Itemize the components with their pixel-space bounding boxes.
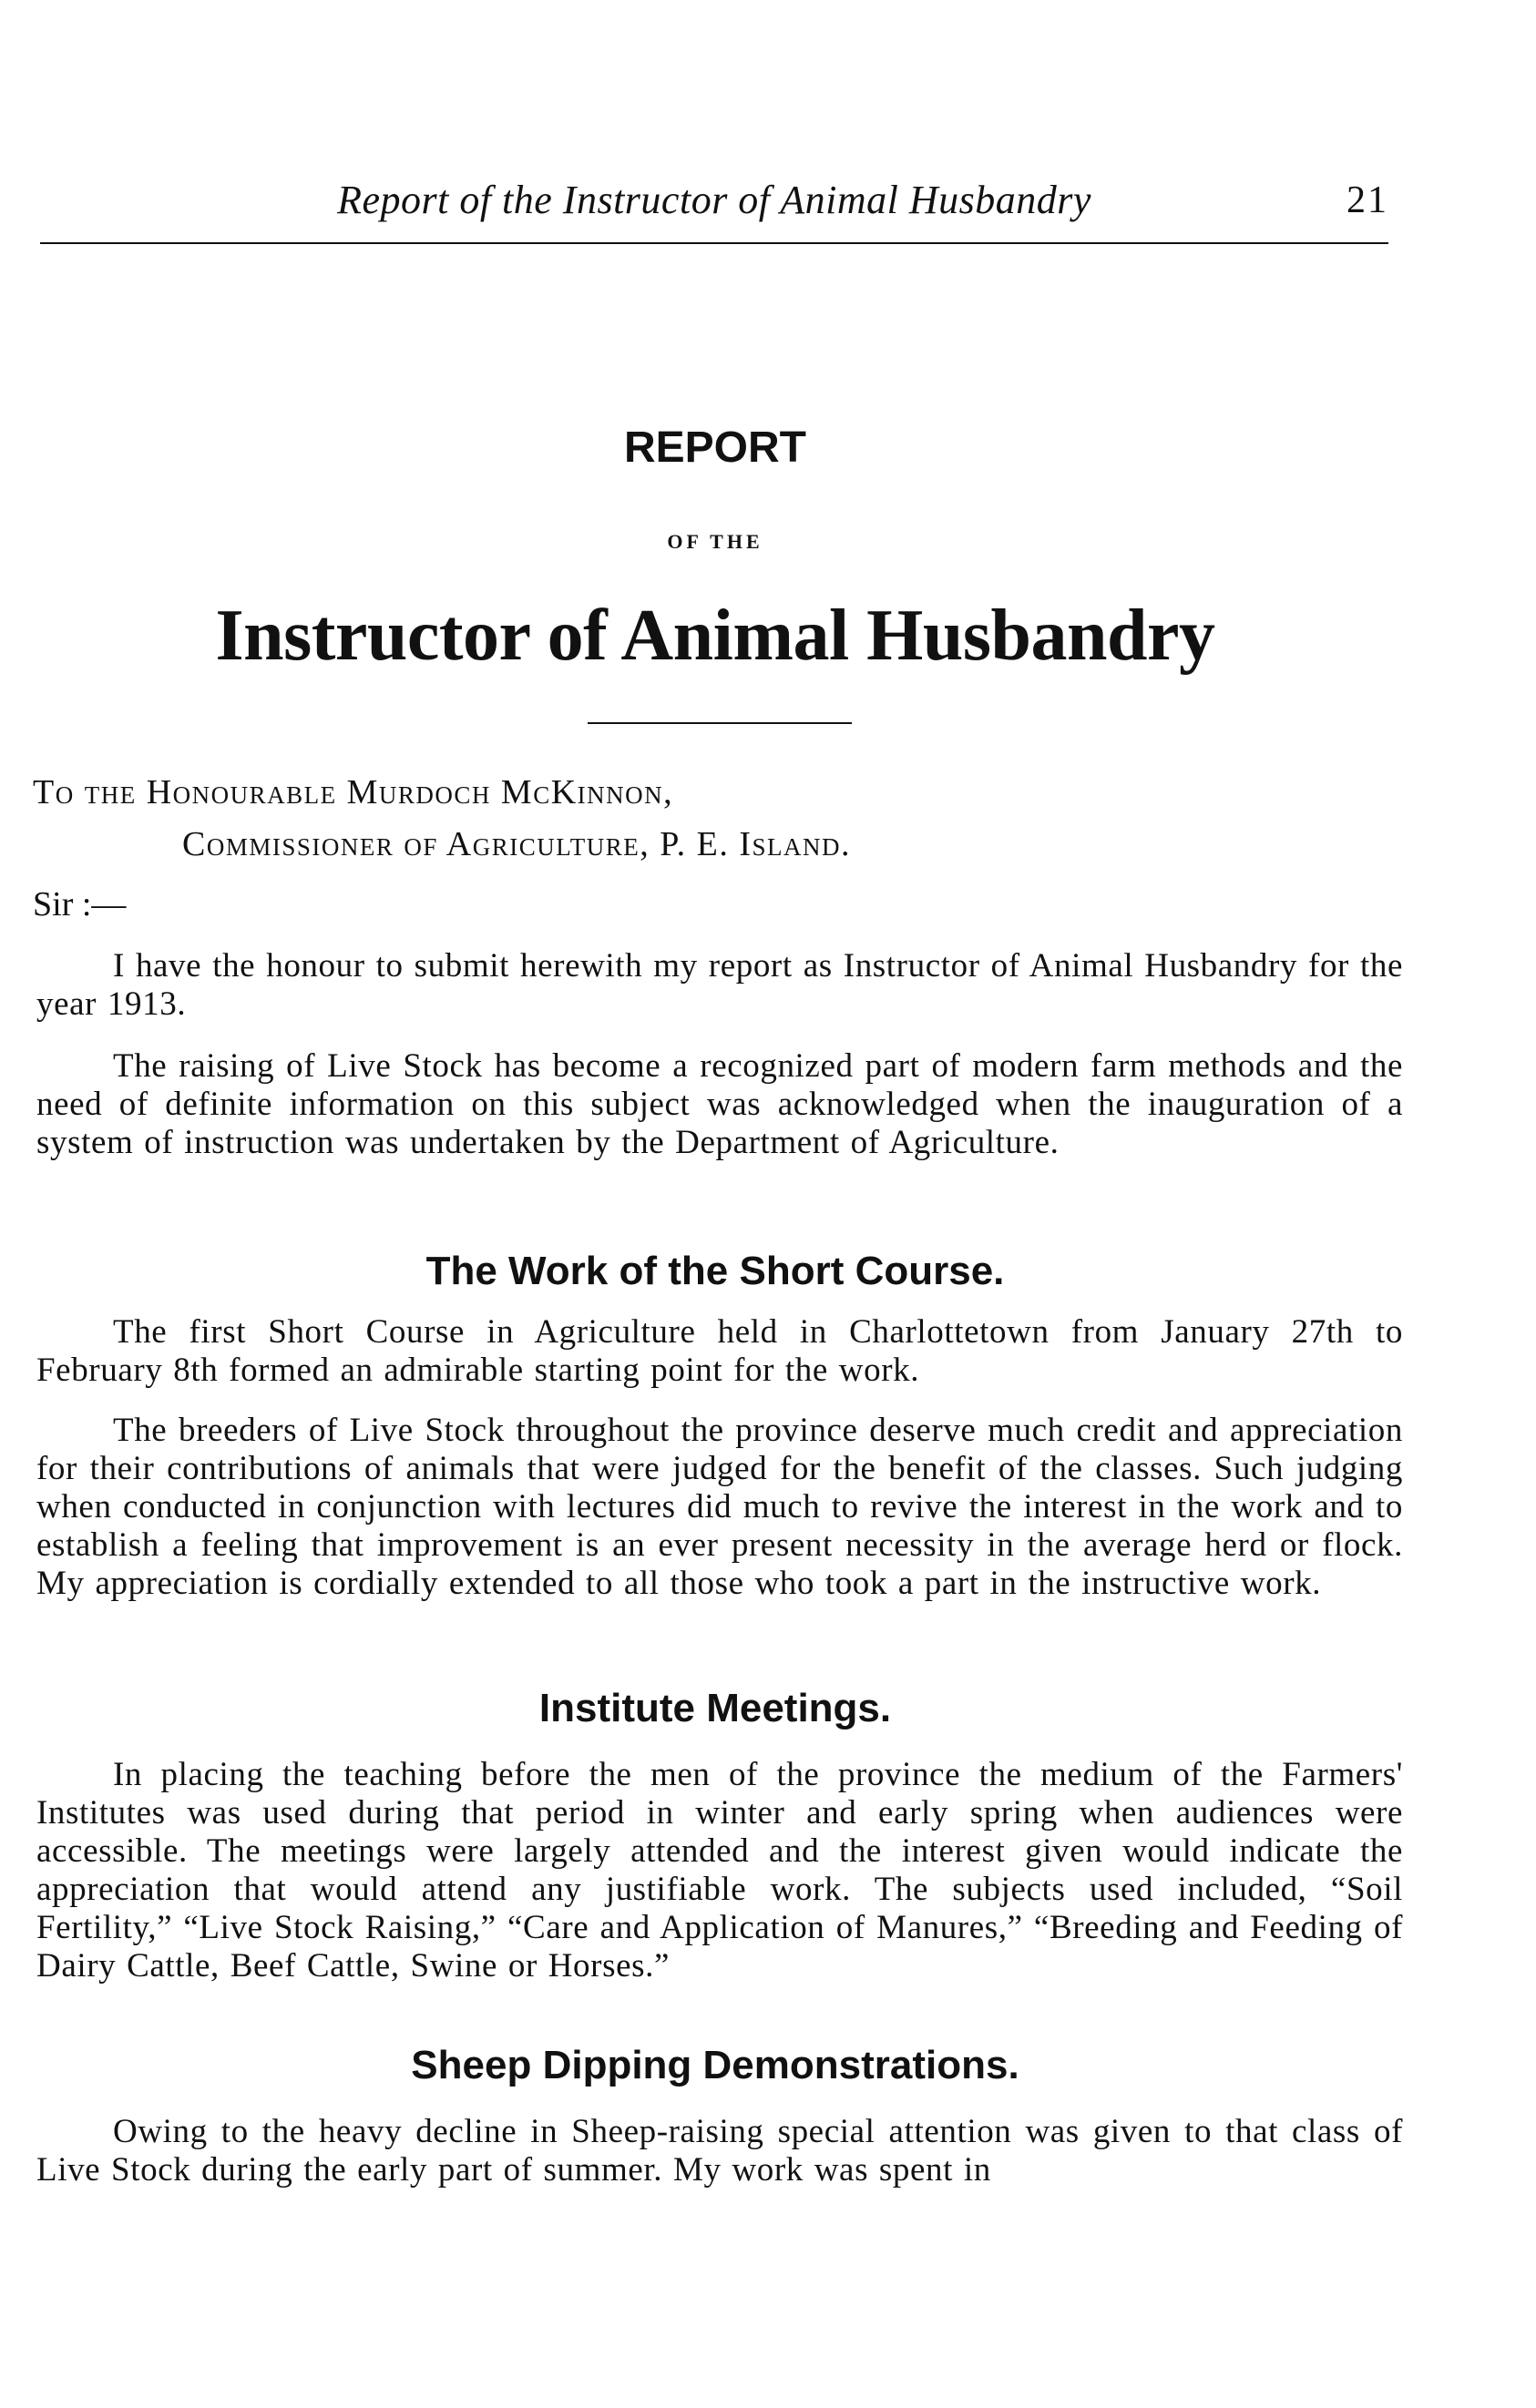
of-the-label: OF THE xyxy=(667,530,763,553)
running-header xyxy=(40,173,1388,246)
section-heading-short-course: The Work of the Short Course. xyxy=(425,1249,1005,1293)
paragraph-text: The breeders of Live Stock throughout the province deserve much credit and appreciation for their contributions of animals that were judged for the benefit of the classes. Such judging when conducted in conjunction with lectures did much to revive the interest in the work and to establish a feeling that improvement is an ever present necessity in the average herd or flock. My appreciation is cordially extended to all those who took a part in the instructive work. xyxy=(36,1412,1403,1602)
section-heading-sheep: Sheep Dipping Demonstrations. xyxy=(411,2043,1019,2087)
address-line-2: Commissioner of Agriculture, P. E. Island. xyxy=(182,825,852,863)
paragraph-institute-1 xyxy=(36,1756,1403,1985)
paragraph-short-course-1 xyxy=(36,1313,1403,1390)
header-rule xyxy=(40,242,1388,244)
title-rule xyxy=(588,722,852,724)
report-label: REPORT xyxy=(623,423,806,472)
paragraph-text: Owing to the heavy decline in Sheep-raising special attention was given to that class of Live Stock during the early part of summer. My work was spent in xyxy=(36,2113,1403,2189)
address-line-1: To the Honourable Murdoch McKinnon, xyxy=(33,773,674,811)
paragraph-short-course-2 xyxy=(36,1412,1403,1603)
section-heading-institute: Institute Meetings. xyxy=(538,1686,892,1730)
page-title: Instructor of Animal Husbandry xyxy=(215,596,1215,676)
paragraph-intro-1 xyxy=(36,947,1403,1024)
running-title: Report of the Instructor of Animal Husbandry xyxy=(337,178,1091,222)
paragraph-text: The raising of Live Stock has become a recognized part of modern farm methods and the need of definite information on this subject was acknowledged when the inauguration of a system of instruction was undertaken by the Department of Agriculture. xyxy=(36,1047,1403,1161)
paragraph-text: In placing the teaching before the men of the province the medium of the Farmers' Institutes was used during that period in winter and early spring when audiences were accessible. The meetings were largely attended and the interest given would indicate the appreciation that would attend any justifiable work. The subjects used included, “Soil Fertility,” “Live Stock Raising,” “Care and Application of Manures,” “Breeding and Feeding of Dairy Cattle, Beef Cattle, Swine or Horses.” xyxy=(36,1756,1403,1985)
page-number: 21 xyxy=(1347,179,1388,221)
paragraph-text: I have the honour to submit herewith my report as Instructor of Animal Husbandry for the year 1913. xyxy=(36,947,1403,1023)
paragraph-text: The first Short Course in Agriculture held in Charlottetown from January 27th to February 8th formed an admirable starting point for the work. xyxy=(36,1313,1403,1389)
salutation: Sir :— xyxy=(33,885,127,923)
paragraph-sheep-1 xyxy=(36,2113,1403,2189)
paragraph-intro-2 xyxy=(36,1047,1403,1162)
